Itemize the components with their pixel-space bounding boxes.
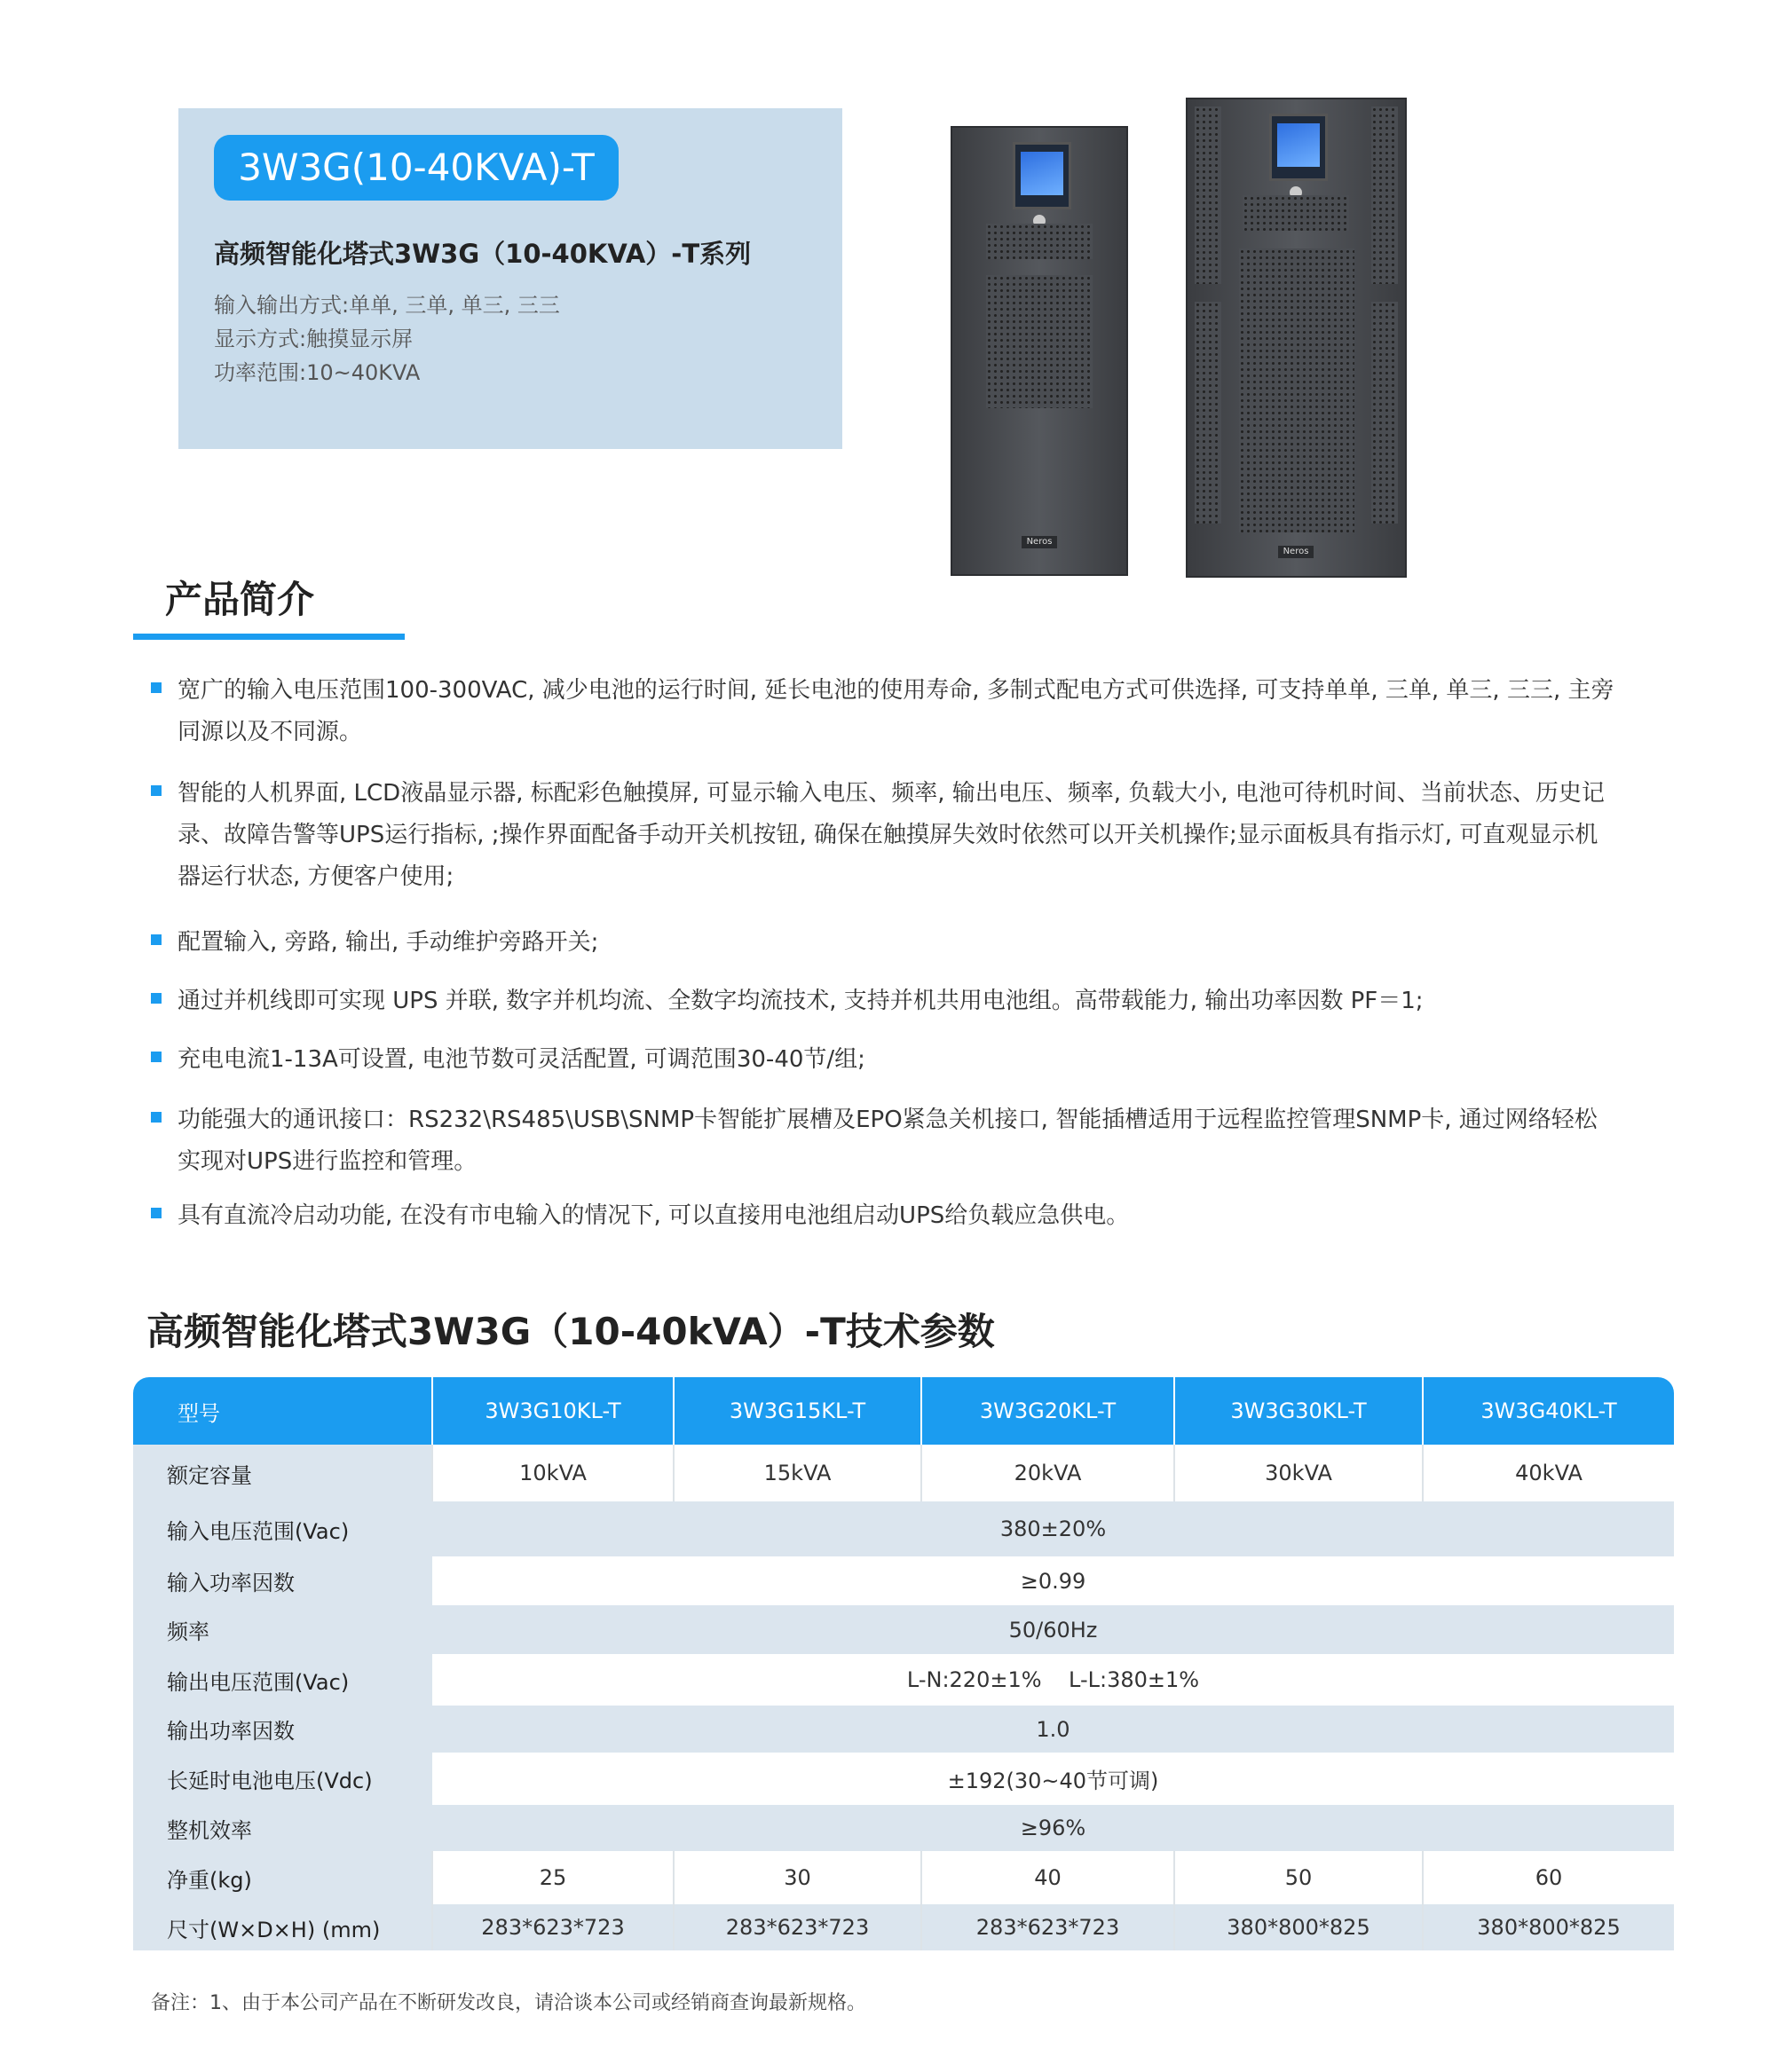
table-header-row bbox=[133, 1377, 1674, 1445]
vent-grille bbox=[986, 275, 1093, 408]
table-cell: 380±20% bbox=[432, 1501, 1674, 1556]
feature-bullet bbox=[151, 773, 1606, 898]
table-cell: 20kVA bbox=[921, 1445, 1174, 1501]
table-row bbox=[133, 1556, 1674, 1605]
intro-heading: 产品简介 bbox=[165, 578, 315, 621]
table-cell: 380*800*825 bbox=[1423, 1904, 1674, 1950]
bullet-square-icon bbox=[151, 934, 162, 945]
table-cell: 283*623*723 bbox=[674, 1904, 921, 1950]
table-cell: 10kVA bbox=[432, 1445, 674, 1501]
bullet-square-icon bbox=[151, 993, 162, 1004]
table-cell: 40 bbox=[921, 1851, 1174, 1904]
row-label: 频率 bbox=[133, 1605, 432, 1654]
model-name-badge: 3W3G(10-40KVA)-T bbox=[214, 135, 619, 201]
feature-bullet bbox=[151, 1039, 1606, 1081]
feature-bullet bbox=[151, 670, 1614, 753]
bullet-square-icon bbox=[151, 1052, 162, 1062]
table-cell: ≥96% bbox=[432, 1805, 1674, 1851]
feature-bullet bbox=[151, 1099, 1606, 1183]
table-cell: ≥0.99 bbox=[432, 1556, 1674, 1605]
table-cell: 30 bbox=[674, 1851, 921, 1904]
table-cell: L-N:220±1% L-L:380±1% bbox=[432, 1654, 1674, 1706]
row-label: 尺寸(W×D×H) (mm) bbox=[133, 1904, 432, 1950]
feature-bullet bbox=[151, 922, 1606, 964]
table-cell: 40kVA bbox=[1423, 1445, 1674, 1501]
table-cell: 380*800*825 bbox=[1174, 1904, 1423, 1950]
table-row bbox=[133, 1706, 1674, 1753]
bullet-square-icon bbox=[151, 682, 162, 693]
table-row bbox=[133, 1851, 1674, 1904]
header-model: 3W3G10KL-T bbox=[432, 1377, 674, 1445]
row-label: 长延时电池电压(Vdc) bbox=[133, 1753, 432, 1805]
header-model: 3W3G40KL-T bbox=[1423, 1377, 1674, 1445]
feature-text: 配置输入, 旁路, 输出, 手动维护旁路开关; bbox=[178, 929, 599, 956]
side-vent-grille bbox=[1371, 302, 1398, 524]
header-model-label: 型号 bbox=[133, 1377, 432, 1445]
feature-text: 功能强大的通讯接口：RS232\RS485\USB\SNMP卡智能扩展槽及EPO紧急关机接口, 智能插槽适用于远程监控管理SNMP卡, 通过网络轻松实现对UPS进行监控和管理。 bbox=[178, 1107, 1598, 1175]
ups-large-unit-image bbox=[1186, 98, 1407, 578]
side-vent-grille bbox=[1195, 302, 1221, 524]
footnote: 备注：1、由于本公司产品在不断研发改良，请洽谈本公司或经销商查询最新规格。 bbox=[151, 1992, 866, 2014]
brand-logo: Neros bbox=[1022, 536, 1057, 548]
table-row bbox=[133, 1605, 1674, 1654]
table-row bbox=[133, 1904, 1674, 1950]
row-label: 输出功率因数 bbox=[133, 1706, 432, 1753]
spec-display-mode: 显示方式:触摸显示屏 bbox=[214, 327, 414, 351]
row-label: 额定容量 bbox=[133, 1445, 432, 1501]
spec-io-mode: 输入输出方式:单单, 三单, 单三, 三三 bbox=[214, 293, 560, 318]
vent-grille bbox=[1243, 195, 1349, 231]
feature-text: 通过并机线即可实现 UPS 并联, 数字并机均流、全数字均流技术, 支持并机共用电池组。高带载能力, 输出功率因数 PF＝1; bbox=[178, 988, 1424, 1014]
vent-grille bbox=[986, 224, 1093, 259]
table-row bbox=[133, 1805, 1674, 1851]
touch-screen-icon bbox=[1269, 114, 1328, 181]
table-cell: 1.0 bbox=[432, 1706, 1674, 1753]
row-label: 输出电压范围(Vac) bbox=[133, 1654, 432, 1706]
table-cell: 25 bbox=[432, 1851, 674, 1904]
table-row bbox=[133, 1654, 1674, 1706]
row-label: 整机效率 bbox=[133, 1805, 432, 1851]
table-cell: 30kVA bbox=[1174, 1445, 1423, 1501]
feature-text: 具有直流冷启动功能, 在没有市电输入的情况下, 可以直接用电池组启动UPS给负载应急供电。 bbox=[178, 1202, 1130, 1229]
header-model: 3W3G15KL-T bbox=[674, 1377, 921, 1445]
bullet-square-icon bbox=[151, 785, 162, 796]
table-cell: 283*623*723 bbox=[432, 1904, 674, 1950]
product-summary-card bbox=[178, 108, 842, 449]
table-cell: 15kVA bbox=[674, 1445, 921, 1501]
spec-table-title: 高频智能化塔式3W3G（10-40kVA）-T技术参数 bbox=[146, 1310, 995, 1353]
table-cell: 283*623*723 bbox=[921, 1904, 1174, 1950]
feature-bullet bbox=[151, 1195, 1606, 1237]
ups-small-unit-image bbox=[951, 126, 1128, 576]
heading-underline bbox=[133, 634, 405, 640]
spec-power-range: 功率范围:10~40KVA bbox=[214, 360, 421, 385]
vent-grille bbox=[1239, 248, 1354, 532]
table-cell: 50/60Hz bbox=[432, 1605, 1674, 1654]
table-cell: 50 bbox=[1174, 1851, 1423, 1904]
header-model: 3W3G20KL-T bbox=[921, 1377, 1174, 1445]
bullet-square-icon bbox=[151, 1208, 162, 1218]
brand-logo: Neros bbox=[1278, 546, 1314, 558]
touch-screen-icon bbox=[1013, 142, 1071, 209]
row-label: 净重(kg) bbox=[133, 1851, 432, 1904]
row-label: 输入功率因数 bbox=[133, 1556, 432, 1605]
spec-table bbox=[133, 1377, 1674, 1950]
side-vent-grille bbox=[1195, 106, 1221, 284]
feature-text: 智能的人机界面, LCD液晶显示器, 标配彩色触摸屏, 可显示输入电压、频率, 输出电压、频率, 负载大小, 电池可待机时间、当前状态、历史记录、故障告警等UPS运行指标, ;操作界面配备手动开关机按钮, 确保在触摸屏失效时依然可以开关机操作;显示面板具有指示灯, 可直观显示机器运行状态, 方便客户使用; bbox=[178, 780, 1605, 890]
table-row bbox=[133, 1753, 1674, 1805]
side-vent-grille bbox=[1371, 106, 1398, 284]
row-label: 输入电压范围(Vac) bbox=[133, 1501, 432, 1556]
table-row bbox=[133, 1445, 1674, 1501]
series-title: 高频智能化塔式3W3G（10-40KVA）-T系列 bbox=[214, 239, 752, 269]
bullet-square-icon bbox=[151, 1112, 162, 1123]
table-row bbox=[133, 1501, 1674, 1556]
feature-text: 宽广的输入电压范围100-300VAC, 减少电池的运行时间, 延长电池的使用寿命, 多制式配电方式可供选择, 可支持单单, 三单, 单三, 三三, 主旁同源以及不同源。 bbox=[178, 677, 1614, 745]
table-cell: ±192(30~40节可调) bbox=[432, 1753, 1674, 1805]
feature-bullet bbox=[151, 981, 1606, 1022]
feature-text: 充电电流1-13A可设置, 电池节数可灵活配置, 可调范围30-40节/组; bbox=[178, 1046, 865, 1073]
header-model: 3W3G30KL-T bbox=[1174, 1377, 1423, 1445]
table-cell: 60 bbox=[1423, 1851, 1674, 1904]
